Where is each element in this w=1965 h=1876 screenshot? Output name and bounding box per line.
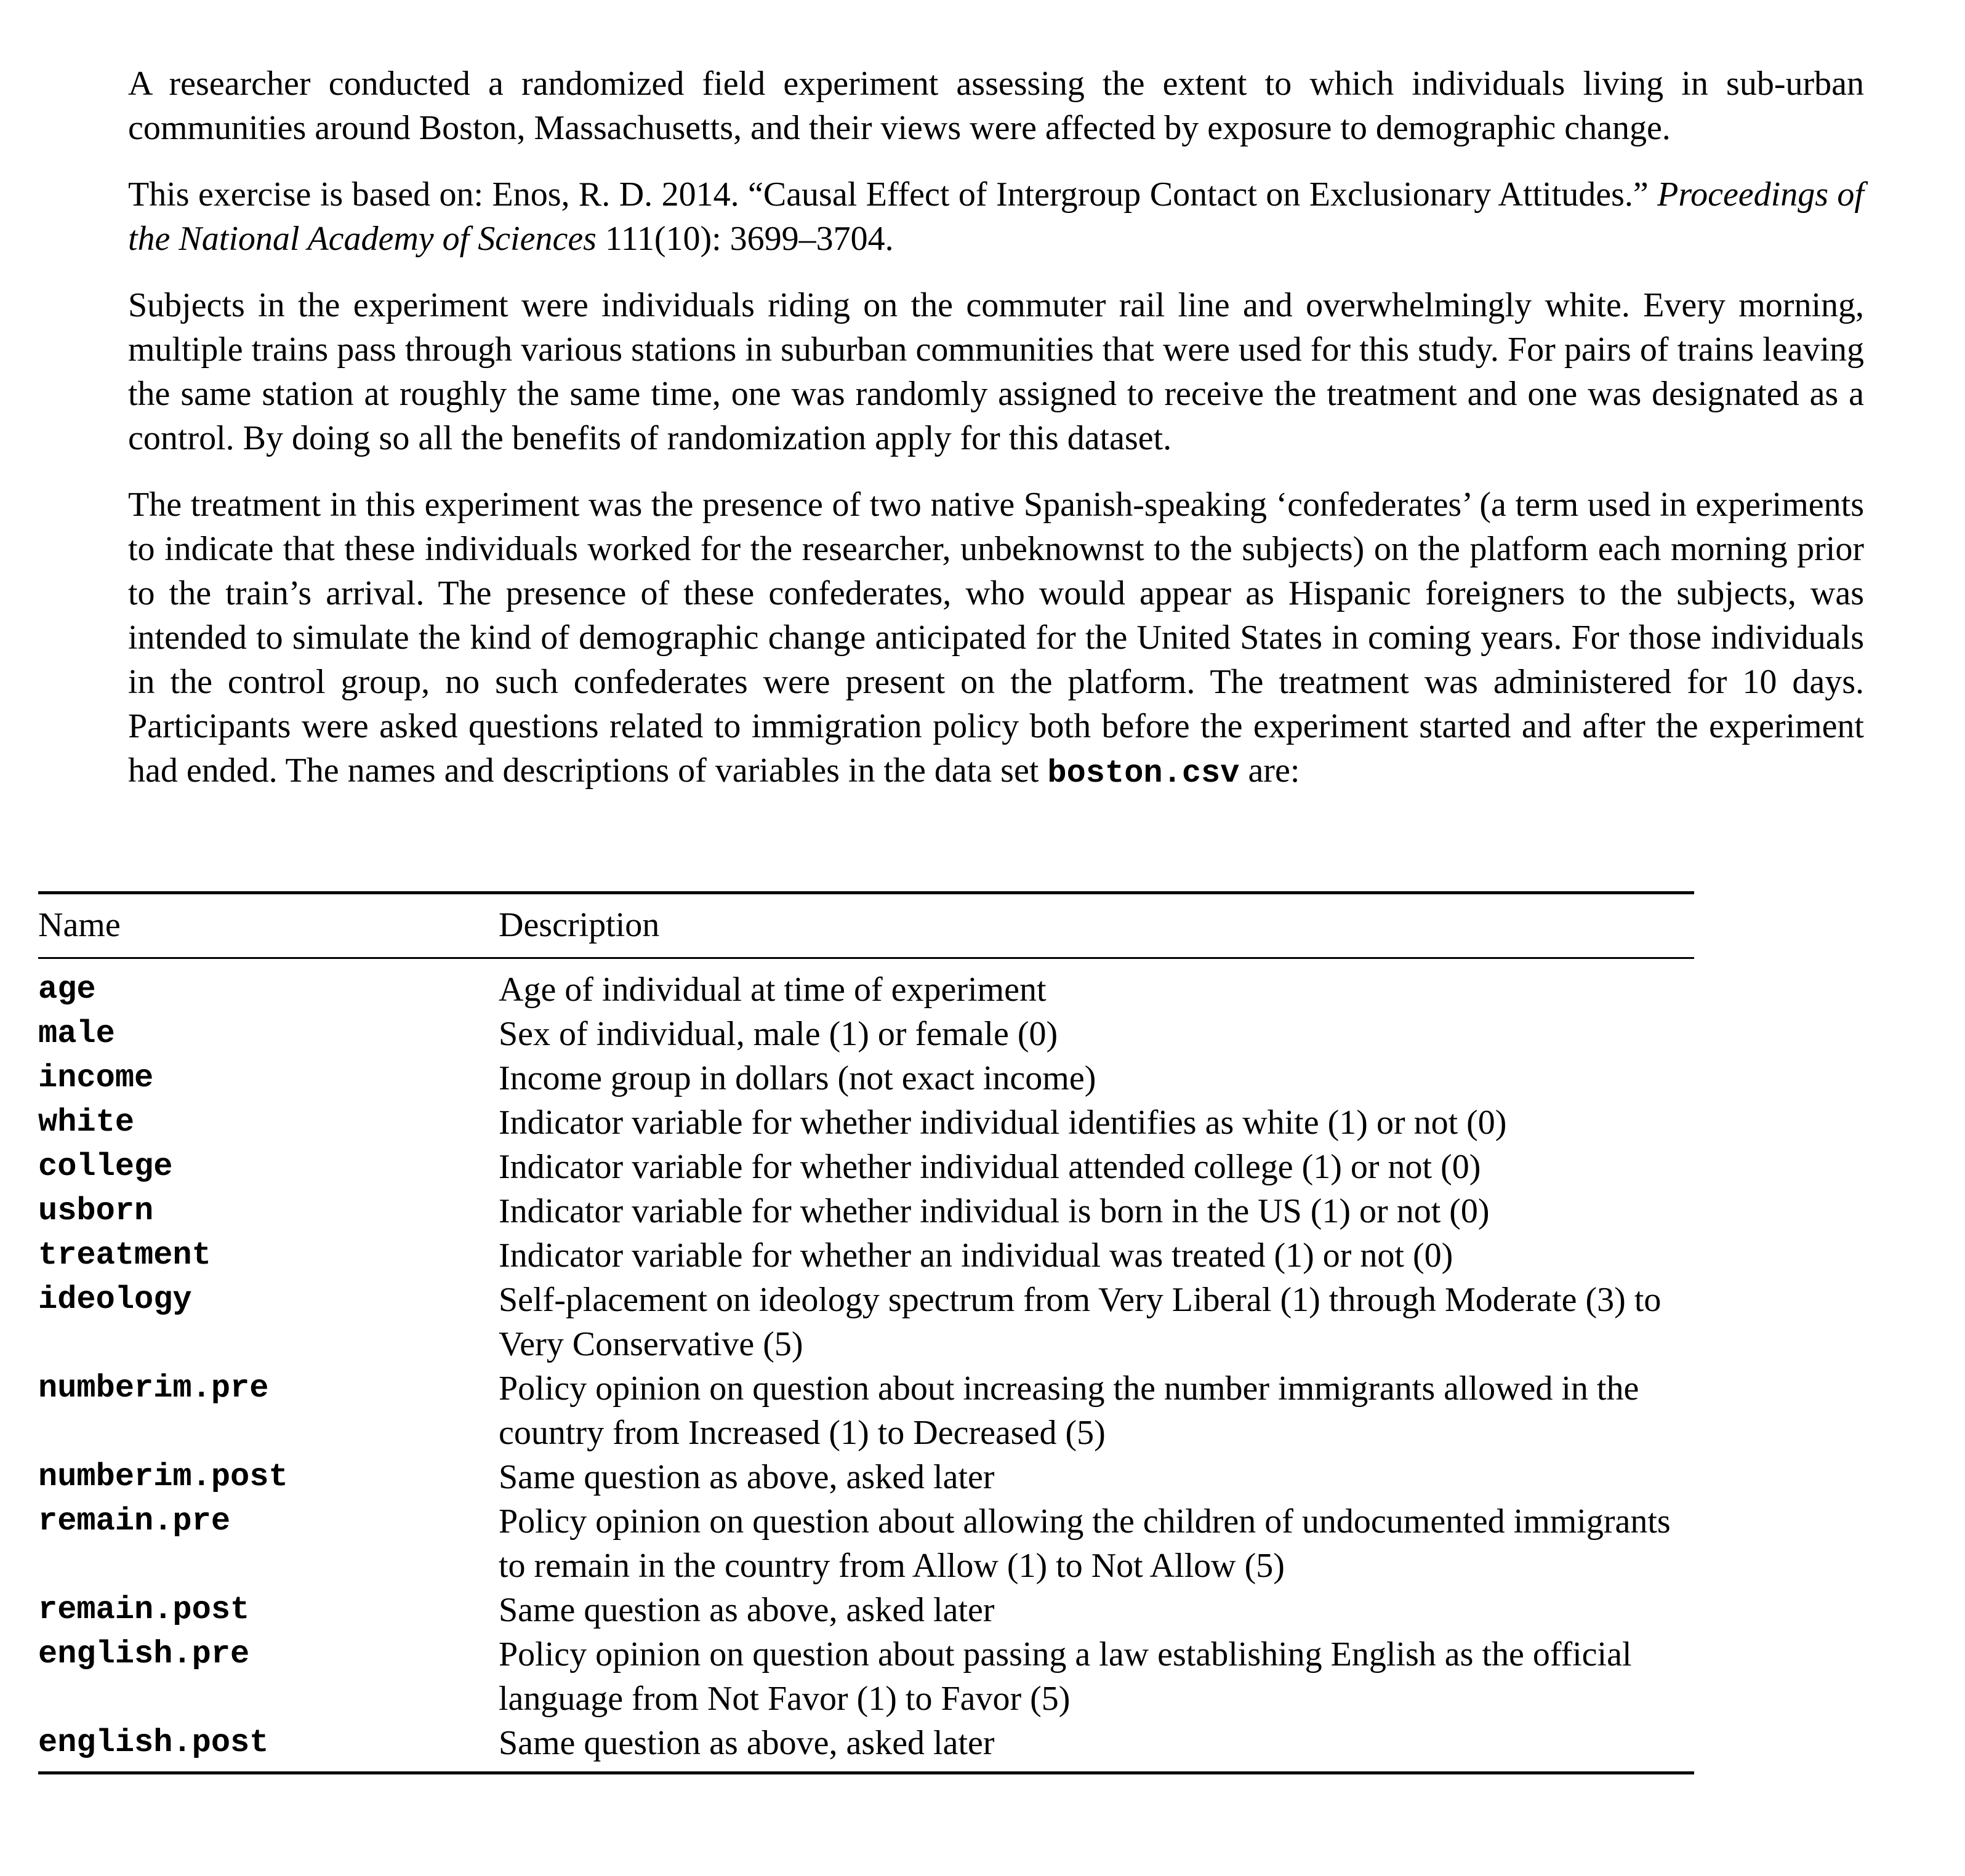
table-row [38,1455,1694,1499]
variable-description: Same question as above, asked later [499,1721,1694,1773]
treatment-text: The treatment in this experiment was the presence of two native Spanish-speaking ‘confederates’ (a term used in experiments to indicate that these individuals worked for the researcher, unbeknownst to the subjects) on the platform each morning prior to the train’s arrival. The presence of these confederates, who would appear as Hispanic foreigners to the subjects, was intended to simulate the kind of demographic change anticipated for the United States in coming years. For those individuals in the control group, no such confederates were present on the platform. The treatment was administered for 10 days. Participants were asked questions related to immigration policy both before the experiment started and after the experiment had ended. The names and descriptions of variables in the data set [128,486,1864,790]
subjects-paragraph: Subjects in the experiment were individuals riding on the commuter rail line and overwhelmingly white. Every morning, multiple trains pass through various stations in suburban communities that were used for this study. For pairs of trains leaving the same station at roughly the same time, one was randomly assigned to receive the treatment and one was designated as a control. By doing so all the benefits of randomization apply for this dataset. [128,286,1864,457]
table-row [38,1056,1694,1100]
variable-name: english.post [38,1721,499,1773]
variable-name: remain.pre [38,1503,231,1539]
table-row [38,1233,1694,1278]
variable-name: college [38,1148,173,1185]
table-row [38,1499,1694,1588]
table-row [38,1100,1694,1145]
variable-name: male [38,1016,115,1052]
treatment-suffix: are: [1239,752,1300,790]
table-row [38,1189,1694,1233]
variable-name: numberim.post [38,1459,288,1495]
variable-description: Indicator variable for whether an individual was treated (1) or not (0) [499,1237,1453,1275]
variable-name: usborn [38,1193,154,1229]
header-description: Description [499,893,1694,958]
header-name: Name [38,893,499,958]
table-header-row [38,893,1694,958]
table-row [38,1366,1694,1455]
table-row [38,1721,1694,1773]
variable-name: english.pre [38,1636,250,1672]
variable-description: Policy opinion on question about allowing the children of undocumented immigrants to remain in the country from Allow (1) to Not Allow (5) [499,1502,1671,1585]
citation-paragraph [128,172,1864,261]
variable-name: age [38,971,96,1008]
variable-description: Sex of individual, male (1) or female (0) [499,1015,1058,1053]
citation-prefix: This exercise is based on: Enos, R. D. 2014. “Causal Effect of Intergroup Contact on Exclusionary Attitudes.” [128,175,1658,214]
variable-description: Same question as above, asked later [499,1458,995,1496]
treatment-paragraph [128,483,1864,796]
variable-name: income [38,1060,154,1096]
variable-name: numberim.pre [38,1370,269,1406]
variable-name: remain.post [38,1592,250,1628]
table-row [38,1632,1694,1721]
variable-description: Policy opinion on question about passing a law establishing English as the official language from Not Favor (1) to Favor (5) [499,1635,1632,1718]
variable-name: treatment [38,1237,211,1273]
variable-description: Income group in dollars (not exact income) [499,1059,1096,1097]
variable-description: Indicator variable for whether individual attended college (1) or not (0) [499,1148,1481,1186]
document-page [128,62,1864,818]
table-row [38,1012,1694,1056]
table-row [38,1278,1694,1366]
journal-title: Proceedings of the National Academy of Sciences [128,175,1864,258]
variable-description: Indicator variable for whether individual identifies as white (1) or not (0) [499,1104,1507,1142]
table-row [38,1588,1694,1632]
citation-suffix: 111(10): 3699–3704. [596,220,894,258]
table-row [38,958,1694,1012]
table-row [38,1145,1694,1189]
variable-description: Same question as above, asked later [499,1591,995,1629]
variable-description: Indicator variable for whether individual is born in the US (1) or not (0) [499,1192,1490,1230]
variable-table-container [38,891,1694,1774]
variable-name: white [38,1104,135,1140]
variable-description: Age of individual at time of experiment [499,971,1047,1009]
variable-description: Policy opinion on question about increasing the number immigrants allowed in the country from Increased (1) to Decreased (5) [499,1369,1639,1452]
table-body [38,958,1694,1773]
variable-description: Self-placement on ideology spectrum from Very Liberal (1) through Moderate (3) to Very Conservative (5) [499,1281,1662,1363]
intro-paragraph: A researcher conducted a randomized field experiment assessing the extent to which individuals living in sub-urban communities around Boston, Massachusetts, and their views were affected by exposure to demographic change. [128,65,1864,147]
dataset-filename: boston.csv [1047,755,1240,792]
variable-name: ideology [38,1281,192,1318]
variable-table [38,891,1694,1774]
